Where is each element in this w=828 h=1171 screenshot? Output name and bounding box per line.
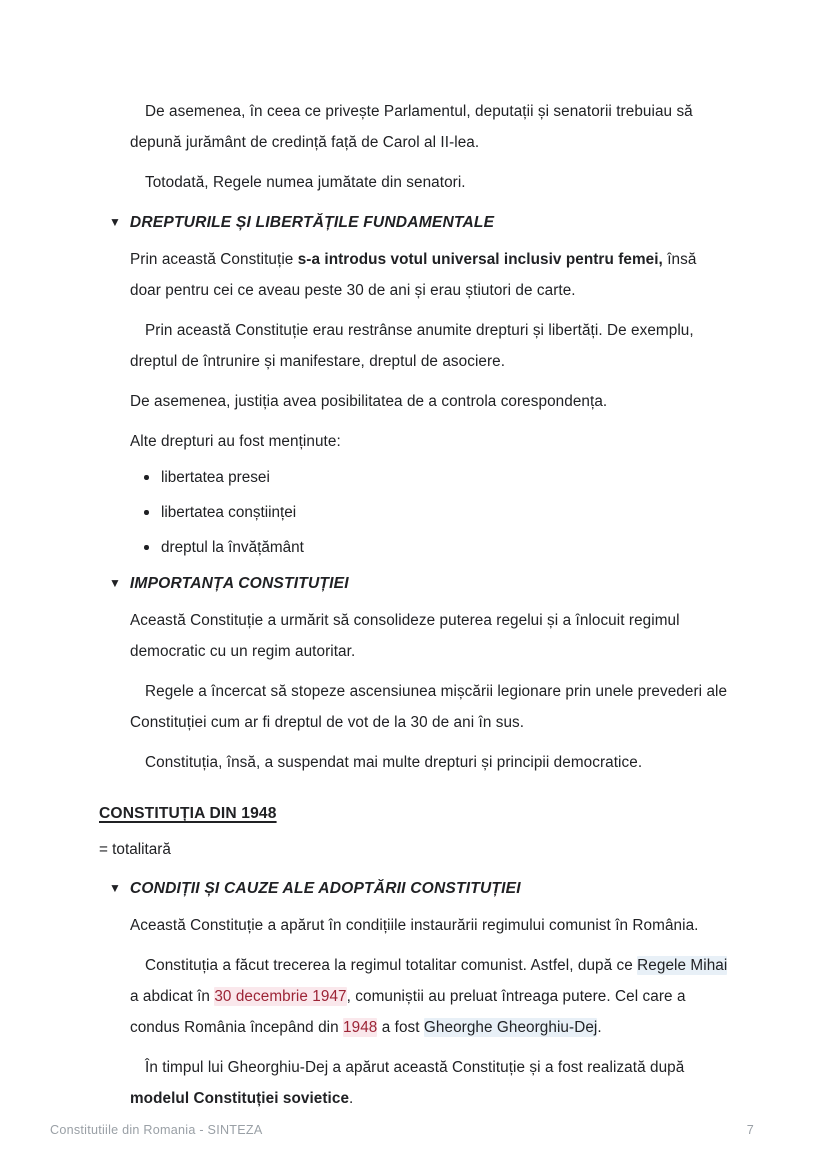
highlight-data-abdicare: 30 decembrie 1947 (214, 988, 347, 1005)
page-heading-constitutia-1948 (99, 802, 729, 826)
footer-document-title: Constitutiile din Romania - SINTEZA (50, 1123, 263, 1137)
paragraph-consolideze-putere: Această Constituție a urmărit să consolideze puterea regelui și a înlocuit regimul democratic cu un regim autoritar. (130, 612, 680, 660)
collapse-triangle-icon[interactable]: ▼ (109, 215, 121, 229)
list-drepturi-mentinute (99, 466, 729, 559)
highlight-regele-mihai: Regele Mihai (637, 957, 728, 974)
paragraph-justitia: De asemenea, justiția avea posibilitatea de a controla corespondența. (130, 393, 608, 410)
list-item: dreptul la învățământ (99, 536, 729, 559)
section-heading-drepturi-fundamentale[interactable] (99, 212, 729, 234)
bold-run-model-sovietic: modelul Constituției sovietice (130, 1090, 350, 1107)
highlight-gheorghe-gheorghiu-dej: Gheorghe Gheorghiu-Dej (423, 1019, 598, 1036)
text-run: În timpul lui Gheorghiu-Dej a apărut această Constituție și a fost realizată după (145, 1059, 685, 1076)
paragraph-alte-drepturi: Alte drepturi au fost menținute: (130, 433, 341, 450)
collapse-triangle-icon[interactable]: ▼ (109, 881, 121, 895)
text-run: . (349, 1090, 354, 1107)
text-run: a fost (377, 1019, 424, 1036)
section-heading-label: IMPORTANȚA CONSTITUȚIEI (129, 575, 349, 592)
page-footer (50, 1123, 778, 1137)
paragraph-drepturi-restranse: Prin această Constituție erau restrânse anumite drepturi și libertăți. De exemplu, dreptul de întrunire și manifestare, dreptul de asociere. (130, 322, 694, 370)
collapse-triangle-icon[interactable]: ▼ (109, 576, 121, 590)
text-run: Prin această Constituție (130, 251, 298, 268)
section-heading-label: CONDIȚII ȘI CAUZE ALE ADOPTĂRII CONSTITUȚIEI (129, 880, 521, 897)
paragraph-miscarea-legionara: Regele a încercat să stopeze ascensiunea mișcării legionare prin unele prevederi ale Constituției cum ar fi dreptul de vot de la 30 de ani în sus. (130, 683, 728, 731)
paragraph-parlament: De asemenea, în ceea ce privește Parlamentul, deputații și senatorii trebuiau să depună jurământ de credință față de Carol al II-lea. (130, 103, 693, 151)
text-run: Constituția a făcut trecerea la regimul totalitar comunist. Astfel, după ce (145, 957, 638, 974)
bold-run-vot-universal: s-a introdus votul universal inclusiv pentru femei, (297, 251, 663, 268)
section-heading-label: DREPTURILE ȘI LIBERTĂȚILE FUNDAMENTALE (129, 214, 495, 231)
section-heading-importanta-constitutiei[interactable] (99, 573, 729, 595)
footer-page-number: 7 (746, 1123, 754, 1137)
text-run: a abdicat în (130, 988, 215, 1005)
highlight-anul-1948: 1948 (343, 1019, 378, 1036)
paragraph-model-sovietic (99, 1052, 729, 1114)
paragraph-regim-comunist: Această Constituție a apărut în condițiile instaurării regimului comunist în România. (130, 917, 699, 934)
document-content (99, 96, 729, 1123)
text-run: însă doar pentru cei ce aveau peste 30 de ani și erau știutori de carte. (130, 251, 697, 299)
page-heading-label: CONSTITUȚIA DIN 1948 (99, 805, 277, 822)
section-heading-conditii-cauze[interactable] (99, 878, 729, 900)
paragraph-vot-universal (99, 244, 729, 306)
list-item: libertatea presei (99, 466, 729, 489)
text-run: , comuniștii au preluat întreaga putere. Cel care a condus România începând din (130, 988, 686, 1036)
text-run: . (597, 1019, 602, 1036)
subtitle-totalitara: = totalitară (99, 841, 171, 858)
paragraph-trecere-totalitar (99, 950, 729, 1043)
paragraph-drepturi-suspendate: Constituția, însă, a suspendat mai multe drepturi și principii democratice. (145, 754, 643, 771)
list-item: libertatea conștiinței (99, 501, 729, 524)
paragraph-senatori: Totodată, Regele numea jumătate din senatori. (145, 174, 466, 191)
